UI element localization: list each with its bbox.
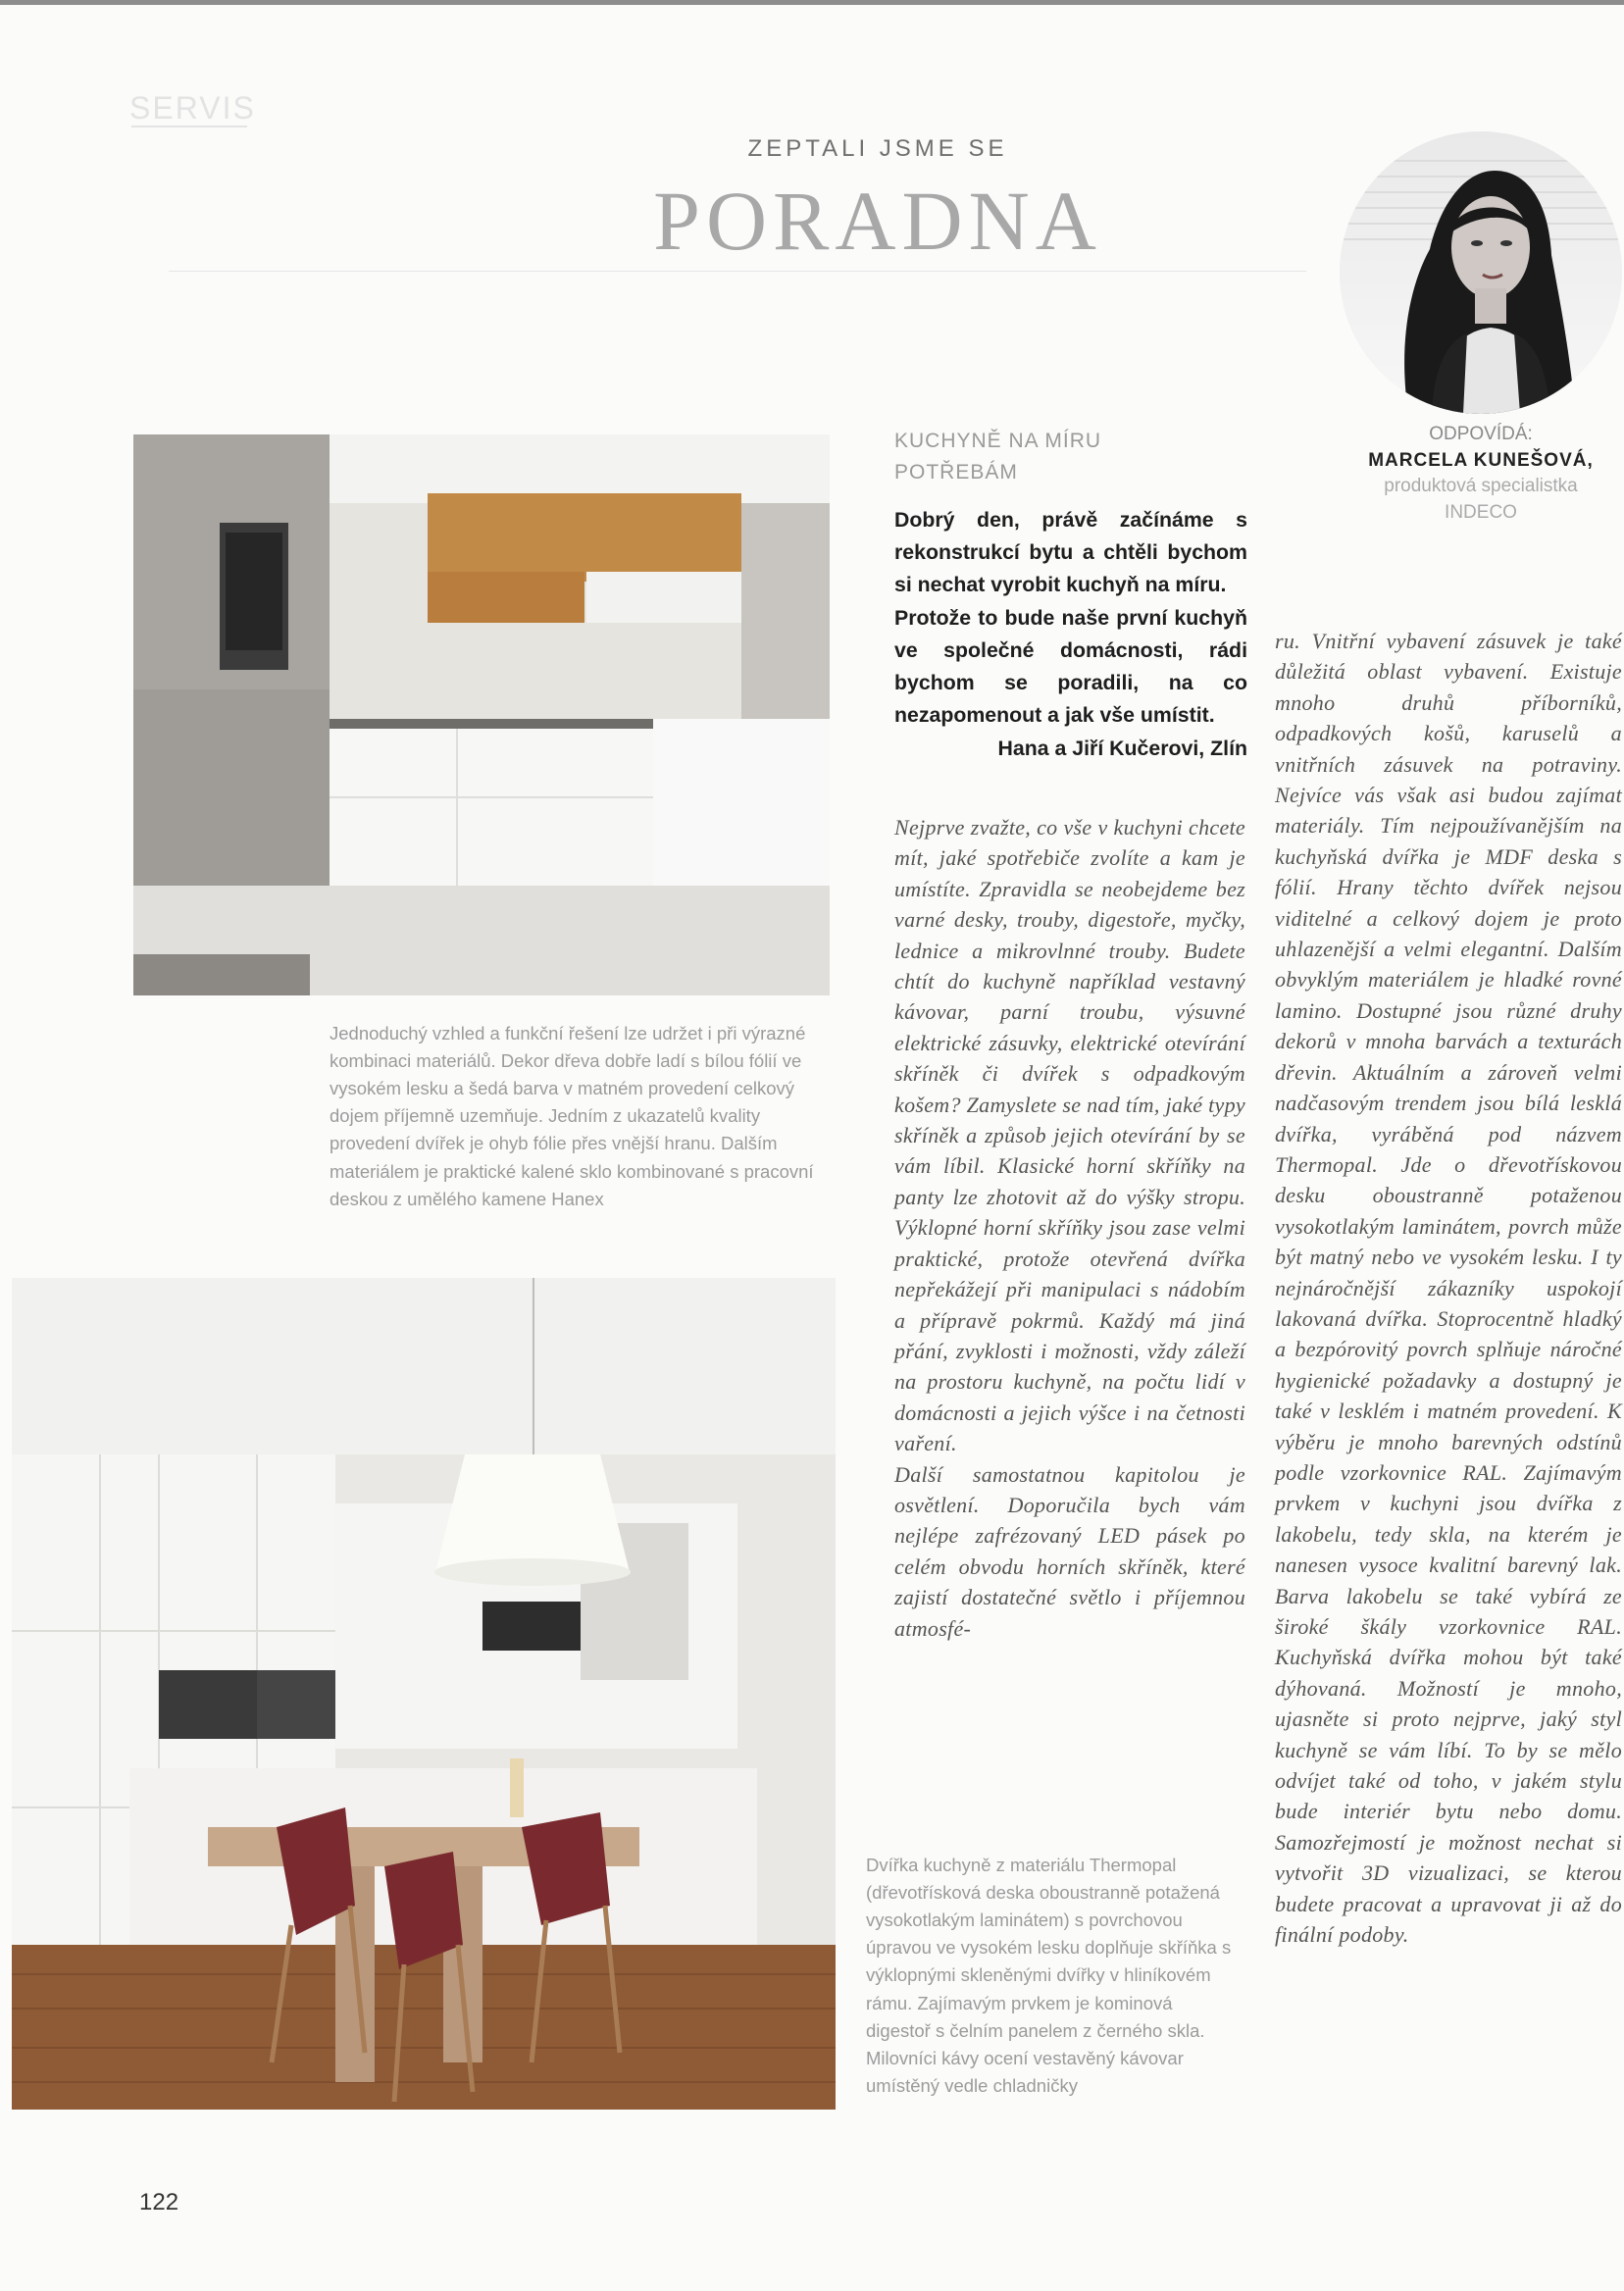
- header-divider: [169, 271, 1306, 272]
- reader-question: [894, 504, 1247, 765]
- page-number: 122: [139, 2189, 179, 2215]
- page-title: PORADNA: [653, 174, 1102, 268]
- answer-column-1-text: Nejprve zvažte, co vše v kuchyni chcete mít, jaké spotřebiče zvolíte a kam je umístíte. Zpravidla se neobejdeme bez varné desky, trouby, digestoře, myčky, lednice a mikrovlnné trouby. Budete chtít do kuchyně například vestavný kávovar, parní troubu, výsuvné elektrické zásuvky, elektrické otevírání skříněk či dvířek s odpadkovým košem? Zamyslete se nad tím, jaké typy skříněk a způsob jejich otevírání by se vám líbil. Klasické horní skříňky na panty lze zhotovit až do výšky stropu. Výklopné horní skříňky jsou zase velmi praktické, protože otevřená dvířka nepřekážejí při manipulaci s nádobím a přípravě pokrmů. Každý má jiná přání, zvyklosti i možnosti, vždy záleží na prostoru kuchyně, na počtu lidí v domácnosti a jejich výšce i na četnosti vaření.: [894, 815, 1245, 1456]
- respondent-block: [1314, 422, 1624, 526]
- kitchen-photo-1-illustration: [133, 434, 830, 995]
- respondent-company: INDECO: [1445, 501, 1517, 523]
- question-heading-line2: POTŘEBÁM: [894, 460, 1018, 484]
- respondent-portrait: [1340, 131, 1622, 414]
- portrait-illustration: [1340, 131, 1622, 414]
- respondent-label: ODPOVÍDÁ:: [1429, 424, 1533, 444]
- kitchen-photo-2-illustration: [12, 1278, 836, 2110]
- question-heading-line1: KUCHYNĚ NA MÍRU: [894, 430, 1102, 452]
- kitchen-photo-2: [12, 1278, 836, 2110]
- section-underline: [131, 126, 247, 127]
- question-paragraph-2: Protože to bude naše první kuchyň ve společné domácnosti, rádi bychom se poradili, na co nezapomenout a jak vše umístit.: [894, 605, 1247, 728]
- respondent-role: produktová specialistka: [1384, 476, 1578, 497]
- answer-column-1b-text: Další samostatnou kapitolou je osvětlení. Doporučila bych vám nejlépe zafrézovaný LED pásek po celém obvodu horních skříněk, které zajistí dostatečné světlo i příjemnou atmosfé-: [894, 1461, 1245, 1641]
- top-rule: [0, 0, 1624, 5]
- answer-column-2: [1275, 626, 1622, 1950]
- question-signature: Hana a Jiří Kučerovi, Zlín: [997, 736, 1247, 760]
- caption-1: Jednoduchý vzhled a funkční řešení lze udržet i při výrazné kombinaci materiálů. Dekor dřeva dobře ladí s bílou fólií ve vysokém lesku a šedá barva v matném provedení celkový dojem příjemně uzemňuje. Jedním z ukazatelů kvality provedení dvířek je ohyb fólie přes vnější hranu. Dalším materiálem je praktické kalené sklo kombinované s pracovní deskou z umělého kamene Hanex: [330, 1023, 814, 1209]
- answer-column-2-text: ru. Vnitřní vybavení zásuvek je také důležitá oblast vybavení. Existuje mnoho druhů příborníků, odpadkových košů, karuselů a vnitřních zásuvek na potraviny. Nejvíce vás však asi budou zajímat materiály. Tím nejpoužívanějším na kuchyňská dvířka je MDF deska s fólií. Hrany těchto dvířek nejsou viditelné a celkový dojem je proto uhlazenější a velmi elegantní. Dalším obvyklým materiálem je hladké rovné lamino. Dostupné jsou různé druhy dekorů v mnoha barvách a texturách dřevin. Aktuálním a zároveň velmi nadčasovým trendem jsou bílá lesklá dvířka, vyráběná pod názvem Thermopal. Jde o dřevotřískovou desku oboustranně potaženou vysokotlakým laminátem, povrch může být matný nebo ve vysokém lesku. I ty nejnáročnější zákazníky uspokojí lakovaná dvířka. Stoprocentně hladký a bezpórovitý povrch splňuje náročné hygienické požadavky a dostupný je také v lesklém i matném provedení. K výběru je mnoho barevných odstínů podle vzorkovnice RAL. Zajímavým prvkem v kuchyni jsou dvířka z lakobelu, tedy skla, na kterém je nanesen vysoce kvalitní barevný lak. Barva lakobelu se také vybírá ze široké škály vzorkovnice RAL. Kuchyňská dvířka mohou být také dýhovaná. Možností je mnoho, ujasněte si proto nejprve, jaký styl kuchyně se vám líbí. To by se mělo odvíjet také od toho, v jakém stylu bude interiér bytu nebo domu. Samozřejmostí je možnost nechat si vytvořit 3D vizualizaci, se kterou budete pracovat a upravovat ji až do finální podoby.: [1275, 629, 1622, 1948]
- answer-column-1: [894, 812, 1245, 1644]
- kitchen-photo-1: [133, 434, 830, 995]
- question-heading: [894, 426, 1218, 487]
- respondent-name: MARCELA KUNEŠOVÁ,: [1368, 449, 1594, 471]
- section-label: SERVIS: [129, 90, 256, 126]
- question-paragraph-1: Dobrý den, právě začínáme s rekonstrukcí bytu a chtěli bychom si nechat vyrobit kuchyň na míru.: [894, 508, 1247, 597]
- kicker: ZEPTALI JSME SE: [747, 135, 1008, 162]
- caption-2: Dvířka kuchyně z materiálu Thermopal (dřevotřísková deska oboustranně potažená vysokotlakým laminátem) s povrchovou úpravou ve vysokém lesku doplňuje skříňka s výklopnými skleněnými dvířky v hliníkovém rámu. Zajímavým prvkem je kominová digestoř s čelním panelem z černého skla. Milovníci kávy ocení vestavěný kávovar umístěný vedle chladničky: [866, 1855, 1232, 2096]
